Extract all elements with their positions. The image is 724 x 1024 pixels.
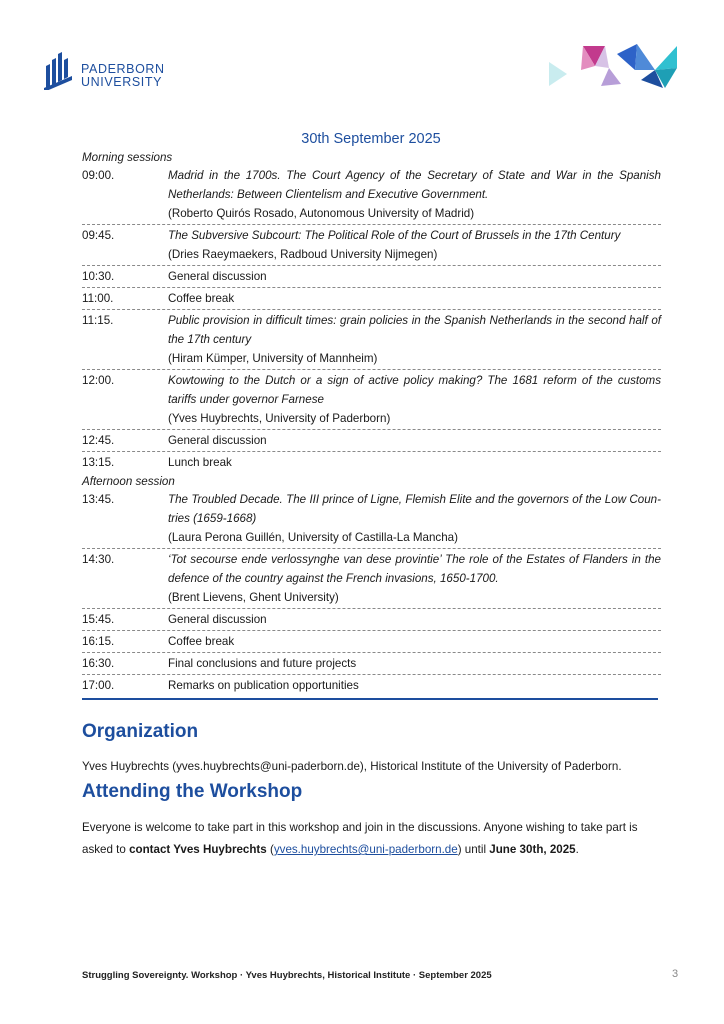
schedule-row bbox=[82, 653, 661, 675]
decorative-triangles bbox=[545, 40, 681, 92]
speaker: (Laura Perona Guillén, University of Castilla-La Mancha) bbox=[168, 531, 458, 544]
session-activity: Coffee break bbox=[168, 292, 235, 305]
attending-line-2 bbox=[82, 843, 672, 856]
session-activity: Coffee break bbox=[168, 635, 235, 648]
organization-heading: Organization bbox=[82, 721, 199, 742]
schedule-row bbox=[82, 631, 661, 653]
session-content bbox=[168, 654, 661, 673]
session-content bbox=[168, 166, 661, 223]
session-activity: Lunch break bbox=[168, 456, 232, 469]
schedule-row bbox=[82, 452, 661, 473]
session-time: 14:30. bbox=[82, 553, 115, 566]
speaker: (Hiram Kümper, University of Mannheim) bbox=[168, 352, 378, 365]
session-activity: General discussion bbox=[168, 434, 267, 447]
session-time: 11:00. bbox=[82, 292, 114, 305]
afternoon-session-label: Afternoon session bbox=[82, 475, 175, 488]
session-time: 13:15. bbox=[82, 456, 115, 469]
paren-open: ( bbox=[266, 843, 274, 856]
session-content bbox=[168, 490, 661, 547]
session-time: 11:15. bbox=[82, 314, 114, 327]
session-content bbox=[168, 610, 661, 629]
session-time: 15:45. bbox=[82, 613, 115, 626]
date-heading: 30th September 2025 bbox=[301, 131, 441, 147]
session-content bbox=[168, 267, 661, 286]
morning-schedule bbox=[82, 150, 661, 473]
session-content bbox=[168, 371, 661, 428]
session-time: 16:30. bbox=[82, 657, 115, 670]
organization-text: Yves Huybrechts (yves.huybrechts@uni-paderborn.de), Historical Institute of the University of Paderborn. bbox=[82, 760, 622, 773]
session-time: 09:00. bbox=[82, 169, 115, 182]
session-activity: General discussion bbox=[168, 613, 267, 626]
speaker: (Brent Lievens, Ghent University) bbox=[168, 591, 339, 604]
schedule-row bbox=[82, 430, 661, 452]
morning-session-label: Morning sessions bbox=[82, 151, 173, 164]
sentence-end: . bbox=[575, 843, 579, 856]
talk-title: The Troubled Decade. The III prince of Ligne, Flemish Elite and the governors of the Low Coun-tries (1659-1668) bbox=[168, 493, 661, 525]
schedule-row bbox=[82, 225, 661, 266]
schedule-row bbox=[82, 549, 661, 609]
session-content bbox=[168, 632, 661, 651]
page-number: 3 bbox=[672, 968, 679, 980]
speaker: (Dries Raeymaekers, Radboud University Nijmegen) bbox=[168, 248, 438, 261]
schedule-row bbox=[82, 609, 661, 631]
session-activity: Final conclusions and future projects bbox=[168, 657, 357, 670]
schedule-row bbox=[82, 489, 661, 549]
session-content bbox=[168, 311, 661, 368]
schedule-row bbox=[82, 310, 661, 370]
logo-line-2: UNIVERSITY bbox=[81, 75, 163, 89]
section-divider bbox=[82, 698, 658, 700]
session-content bbox=[168, 676, 661, 695]
attending-heading: Attending the Workshop bbox=[82, 781, 303, 802]
schedule-row bbox=[82, 266, 661, 288]
page-footer: Struggling Sovereignty. Workshop · Yves Huybrechts, Historical Institute · September 2025 bbox=[82, 970, 492, 981]
speaker: (Roberto Quirós Rosado, Autonomous University of Madrid) bbox=[168, 207, 475, 220]
session-content bbox=[168, 453, 661, 472]
talk-title: Madrid in the 1700s. The Court Agency of the Secretary of State and War in the Spanish Netherlands: Between Clientelism and Executive Government. bbox=[168, 169, 661, 201]
attending-line-1: Everyone is welcome to take part in this workshop and join in the discussions. Anyone wishing to take part is bbox=[82, 821, 638, 834]
university-logo bbox=[44, 50, 174, 94]
talk-title: Kowtowing to the Dutch or a sign of active policy making? The 1681 reform of the customs tariffs under governor Farnese bbox=[168, 374, 661, 406]
afternoon-schedule bbox=[82, 474, 661, 696]
talk-title: ‘Tot secourse ende verlossynghe van dese provintie’ The role of the Estates of Flanders in the defence of the country against the French invasions, 1650-1700. bbox=[168, 553, 661, 585]
session-content bbox=[168, 550, 661, 607]
session-time: 16:15. bbox=[82, 635, 115, 648]
session-time: 09:45. bbox=[82, 229, 115, 242]
deadline-date: June 30th, 2025 bbox=[489, 843, 576, 856]
paderborn-logo-icon bbox=[44, 50, 74, 90]
session-activity: General discussion bbox=[168, 270, 267, 283]
session-time: 12:45. bbox=[82, 434, 115, 447]
session-time: 12:00. bbox=[82, 374, 115, 387]
session-content bbox=[168, 289, 661, 308]
session-time: 10:30. bbox=[82, 270, 115, 283]
contact-email-link[interactable]: yves.huybrechts@uni-paderborn.de bbox=[273, 843, 458, 856]
schedule-row bbox=[82, 165, 661, 225]
session-activity: Remarks on publication opportunities bbox=[168, 679, 359, 692]
session-content bbox=[168, 431, 661, 450]
schedule-row bbox=[82, 675, 661, 696]
talk-title: The Subversive Subcourt: The Political Role of the Court of Brussels in the 17th Century bbox=[168, 229, 621, 242]
attending-prefix: asked to bbox=[82, 843, 130, 856]
paren-close: ) until bbox=[457, 843, 490, 856]
talk-title: Public provision in difficult times: grain policies in the Spanish Netherlands in the second half of the 17th century bbox=[168, 314, 661, 346]
speaker: (Yves Huybrechts, University of Paderborn) bbox=[168, 412, 391, 425]
logo-line-1: PADERBORN bbox=[81, 62, 165, 76]
schedule-row bbox=[82, 288, 661, 310]
session-time: 13:45. bbox=[82, 493, 115, 506]
schedule-row bbox=[82, 370, 661, 430]
session-content bbox=[168, 226, 661, 264]
contact-name: contact Yves Huybrechts bbox=[129, 843, 267, 856]
session-time: 17:00. bbox=[82, 679, 115, 692]
